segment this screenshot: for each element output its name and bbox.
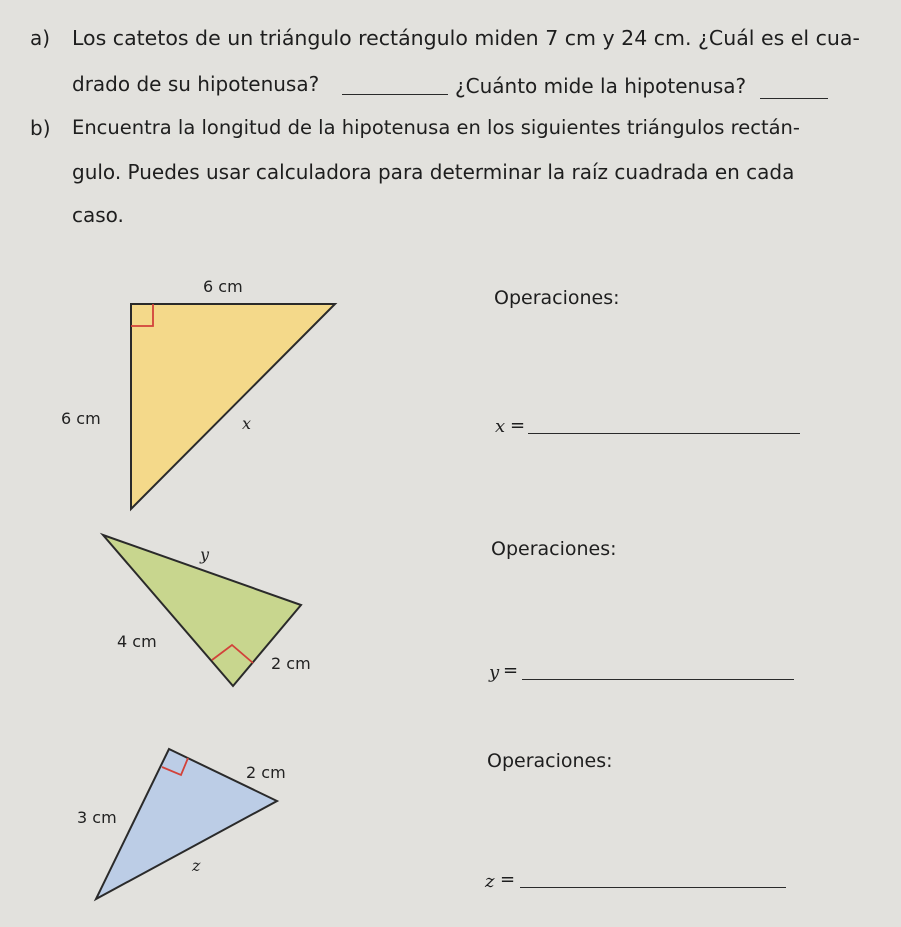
answer-3-equals: =	[500, 869, 516, 890]
triangle-2-right-label: 2 cm	[271, 654, 311, 673]
answer-1-blank[interactable]	[528, 433, 800, 434]
triangle-3-top-label: 2 cm	[246, 763, 286, 782]
operations-heading-2: Operaciones:	[491, 538, 617, 560]
operations-heading-1: Operaciones:	[494, 287, 620, 309]
triangle-3-left-label: 3 cm	[77, 808, 117, 827]
answer-1-equals: =	[510, 415, 526, 436]
triangle-2-left-label: 4 cm	[117, 632, 157, 651]
triangle-2-hypotenuse-label: y	[200, 545, 210, 564]
answer-2-blank[interactable]	[522, 679, 794, 680]
answer-2-equals: =	[503, 660, 519, 681]
triangle-1-left-label: 6 cm	[61, 409, 101, 428]
answer-2-variable: y	[489, 662, 500, 683]
triangle-3-hypotenuse-label: z	[192, 856, 201, 875]
answer-3-variable: z	[485, 871, 495, 892]
triangle-1-top-label: 6 cm	[203, 277, 243, 296]
part-b-line-3: caso.	[72, 203, 124, 227]
part-a-line-2-question: ¿Cuánto mide la hipotenusa?	[455, 74, 747, 98]
answer-1-variable: x	[495, 416, 506, 437]
part-a-line-1: Los catetos de un triángulo rectángulo miden 7 cm y 24 cm. ¿Cuál es el cua-	[72, 26, 860, 50]
triangle-1-hypotenuse-label: x	[242, 414, 252, 433]
part-b-line-2: gulo. Puedes usar calculadora para determinar la raíz cuadrada en cada	[72, 160, 795, 184]
part-a-line-2-start: drado de su hipotenusa?	[72, 72, 320, 96]
answer-3-blank[interactable]	[520, 887, 786, 888]
part-b-line-1: Encuentra la longitud de la hipotenusa en los siguientes triángulos rectán-	[72, 116, 800, 139]
operations-heading-3: Operaciones:	[487, 750, 613, 772]
part-a-marker: a)	[30, 26, 51, 50]
part-b-marker: b)	[30, 116, 51, 140]
